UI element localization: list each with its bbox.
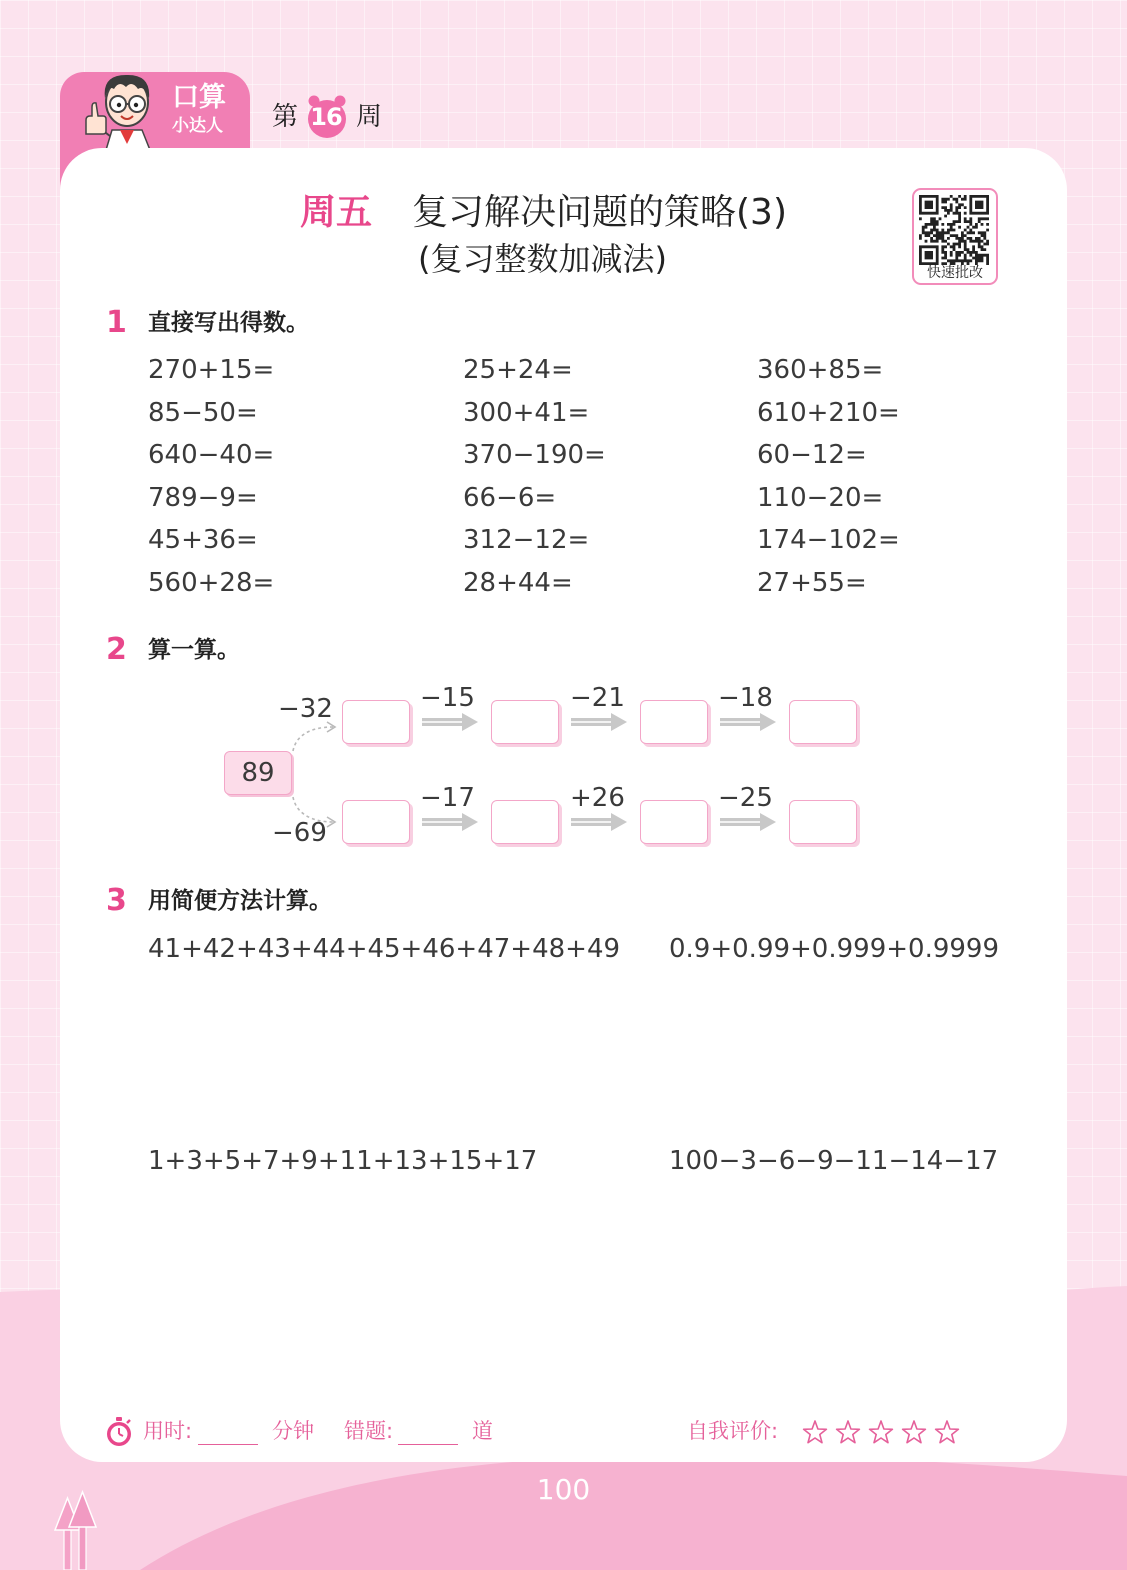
stopwatch-icon <box>105 1417 133 1447</box>
star-outline-icon[interactable] <box>934 1419 960 1446</box>
equation: 370−190= <box>463 440 606 471</box>
start-value-box: 89 <box>224 751 292 795</box>
badge-title: 口算 <box>172 82 226 113</box>
section-1-instruction: 直接写出得数。 <box>148 310 309 336</box>
arrow-right-icon <box>422 813 478 831</box>
time-blank[interactable] <box>198 1444 258 1445</box>
equation: 300+41= <box>463 397 590 428</box>
section-3-number: 3 <box>106 883 127 918</box>
week-prefix: 第 <box>272 102 299 132</box>
chain-operation: −18 <box>718 683 773 713</box>
arrow-right-icon <box>571 813 627 831</box>
section-3-instruction: 用简便方法计算。 <box>148 888 332 914</box>
equation: 610+210= <box>757 397 900 428</box>
self-eval-label: 自我评价: <box>687 1419 779 1443</box>
equation: 85−50= <box>148 397 258 428</box>
equation: 60−12= <box>757 440 867 471</box>
cartoon-boy-icon <box>80 70 170 150</box>
answer-box[interactable] <box>342 700 410 744</box>
chain-operation: −21 <box>570 683 625 713</box>
time-label: 用时: <box>143 1419 193 1443</box>
chain-operation: −32 <box>278 694 333 724</box>
answer-box[interactable] <box>491 700 559 744</box>
equation: 45+36= <box>148 525 258 556</box>
time-unit: 分钟 <box>272 1419 314 1443</box>
worksheet-card <box>60 148 1067 1462</box>
title-day: 周五 <box>300 192 373 233</box>
equation: 66−6= <box>463 482 557 513</box>
chain-operation: −69 <box>272 818 327 848</box>
week-number: 16 <box>310 103 342 131</box>
equation-grid <box>148 349 1057 605</box>
equation: 640−40= <box>148 440 275 471</box>
chain-operation: −15 <box>420 683 475 713</box>
answer-box[interactable] <box>640 800 708 844</box>
equation: 27+55= <box>757 567 867 598</box>
page-subtitle: (复习整数加减法) <box>418 240 667 278</box>
chain-operation: −17 <box>420 783 475 813</box>
page-number: 100 <box>536 1473 591 1506</box>
equation: 25+24= <box>463 355 573 385</box>
star-outline-icon[interactable] <box>901 1419 927 1446</box>
answer-box[interactable] <box>491 800 559 844</box>
qr-code-icon[interactable] <box>919 195 989 265</box>
errors-unit: 道 <box>472 1419 493 1443</box>
equation: 360+85= <box>757 355 884 385</box>
equation: 270+15= <box>148 355 275 385</box>
answer-box[interactable] <box>342 800 410 844</box>
page-title: 复习解决问题的策略(3) <box>412 192 787 233</box>
equation: 560+28= <box>148 567 275 598</box>
star-outline-icon[interactable] <box>802 1419 828 1446</box>
section-2-number: 2 <box>106 632 127 667</box>
self-eval-rating <box>802 1419 960 1446</box>
star-outline-icon[interactable] <box>868 1419 894 1446</box>
arrow-right-icon <box>422 713 478 731</box>
answer-box[interactable] <box>789 700 857 744</box>
equation: 789−9= <box>148 482 258 513</box>
simplify-problem: 41+42+43+44+45+46+47+48+49 <box>148 934 621 964</box>
badge-subtitle: 小达人 <box>172 116 223 136</box>
answer-box[interactable] <box>789 800 857 844</box>
star-outline-icon[interactable] <box>835 1419 861 1446</box>
errors-label: 错题: <box>344 1419 394 1443</box>
equation: 28+44= <box>463 567 573 598</box>
errors-blank[interactable] <box>398 1444 458 1445</box>
arrow-right-icon <box>571 713 627 731</box>
simplify-problem: 0.9+0.99+0.999+0.9999 <box>669 934 1000 964</box>
qr-code-label: 快速批改 <box>927 265 983 281</box>
answer-box[interactable] <box>640 700 708 744</box>
chain-operation: +26 <box>570 783 625 813</box>
section-2-instruction: 算一算。 <box>148 637 240 663</box>
arrow-right-icon <box>720 713 776 731</box>
equation: 110−20= <box>757 482 884 513</box>
section-1-number: 1 <box>106 305 127 340</box>
week-suffix: 周 <box>356 102 383 132</box>
chain-operation: −25 <box>718 783 773 813</box>
simplify-problem: 1+3+5+7+9+11+13+15+17 <box>148 1146 538 1176</box>
equation: 174−102= <box>757 525 900 556</box>
simplify-problem: 100−3−6−9−11−14−17 <box>669 1146 999 1176</box>
equation: 312−12= <box>463 525 590 556</box>
arrow-right-icon <box>720 813 776 831</box>
